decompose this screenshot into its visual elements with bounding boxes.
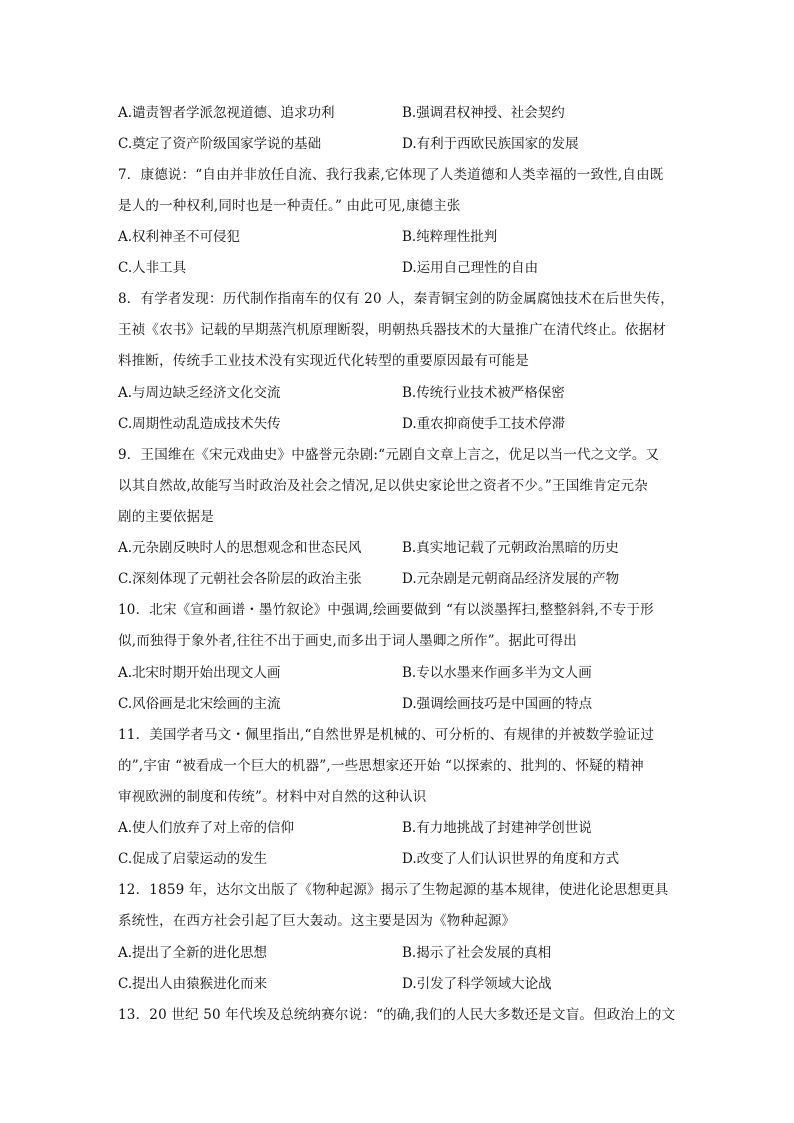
q9-stem-line-2: 以其自然故,故能写当时政治及社会之情况,足以供史家论世之资者不少。”王国维肯定元杂 bbox=[118, 478, 648, 494]
q8-option-c: C.周期性动乱造成技术失传 bbox=[118, 416, 281, 432]
q10-option-d: D.强调绘画技巧是中国画的特点 bbox=[402, 696, 593, 712]
q9-option-a: A.元杂剧反映时人的思想观念和世态民风 bbox=[118, 540, 362, 556]
q12-stem-line-1: 12．1859 年，达尔文出版了《物种起源》揭示了生物起源的基本规律，使进化论思想更具 bbox=[118, 882, 669, 898]
q11-option-a: A.使人们放弃了对上帝的信仰 bbox=[118, 820, 295, 836]
q7-option-b: B.纯粹理性批判 bbox=[402, 229, 498, 245]
q9-option-b: B.真实地记载了元朝政治黑暗的历史 bbox=[402, 540, 619, 556]
q9-option-c: C.深刻体现了元朝社会各阶层的政治主张 bbox=[118, 571, 362, 587]
q8-option-b: B.传统行业技术被严格保密 bbox=[402, 385, 565, 401]
q8-stem-line-1: 8．有学者发现：历代制作指南车的仅有 20 人，秦青铜宝剑的防金属腐蚀技术在后世失传， bbox=[118, 291, 674, 307]
q6-option-d: D.有利于西欧民族国家的发展 bbox=[402, 136, 579, 152]
q6-option-b: B.强调君权神授、社会契约 bbox=[402, 105, 565, 121]
q12-option-c: C.提出人由猿猴进化而来 bbox=[118, 976, 268, 992]
q7-option-a: A.权利神圣不可侵犯 bbox=[118, 229, 241, 245]
q6-option-a: A.谴责智者学派忽视道德、追求功利 bbox=[118, 105, 335, 121]
q9-option-d: D.元杂剧是元朝商品经济发展的产物 bbox=[402, 571, 620, 587]
q12-stem-line-2: 系统性，在西方社会引起了巨大轰动。这主要是因为《物种起源》 bbox=[118, 913, 516, 929]
q13-stem-line-1: 13．20 世纪 50 年代埃及总统纳赛尔说：“的确,我们的人民大多数还是文盲。但政治上的文 bbox=[118, 1007, 676, 1023]
q7-option-c: C.人非工具 bbox=[118, 260, 187, 276]
q8-option-d: D.重农抑商使手工技术停滞 bbox=[402, 416, 566, 432]
q10-option-b: B.专以水墨来作画多半为文人画 bbox=[402, 665, 592, 681]
q9-stem-line-3: 剧的主要依据是 bbox=[118, 509, 214, 525]
q9-stem-line-1: 9．王国维在《宋元戏曲史》中盛誉元杂剧:“元剧自文章上言之，优足以当一代之文学。又 bbox=[118, 447, 660, 463]
q10-option-c: C.风俗画是北宋绘画的主流 bbox=[118, 696, 281, 712]
q12-option-a: A.提出了全新的进化思想 bbox=[118, 945, 268, 961]
q10-option-a: A.北宋时期开始出现文人画 bbox=[118, 665, 281, 681]
q8-stem-line-2: 王祯《农书》记载的早期蒸汽机原理断裂，明朝热兵器技术的大量推广在清代终止。依据材 bbox=[118, 322, 666, 338]
q12-option-d: D.引发了科学领域大论战 bbox=[402, 976, 552, 992]
q12-option-b: B.揭示了社会发展的真相 bbox=[402, 945, 552, 961]
q11-stem-line-2: 的”,宇宙 “被看成一个巨大的机器”,一些思想家还开始 “以探索的、批判的、怀疑的精神 bbox=[118, 758, 644, 774]
q11-stem-line-1: 11．美国学者马文・佩里指出,“自然世界是机械的、可分析的、有规律的并被数学验证过 bbox=[118, 727, 655, 743]
q6-option-c: C.奠定了资产阶级国家学说的基础 bbox=[118, 136, 322, 152]
q10-stem-line-2: 似,而独得于象外者,往往不出于画史,而多出于词人墨卿之所作”。据此可得出 bbox=[118, 633, 577, 649]
q11-option-d: D.改变了人们认识世界的角度和方式 bbox=[402, 851, 620, 867]
q11-option-c: C.促成了启蒙运动的发生 bbox=[118, 851, 268, 867]
q11-stem-line-3: 审视欧洲的制度和传统”。材料中对自然的这种认识 bbox=[118, 789, 427, 805]
q7-option-d: D.运用自己理性的自由 bbox=[402, 260, 539, 276]
q7-stem-line-1: 7．康德说：“自由并非放任自流、我行我素,它体现了人类道德和人类幸福的一致性,自由既 bbox=[118, 167, 664, 183]
q8-option-a: A.与周边缺乏经济文化交流 bbox=[118, 385, 281, 401]
q8-stem-line-3: 料推断，传统手工业技术没有实现近代化转型的重要原因最有可能是 bbox=[118, 353, 529, 369]
q10-stem-line-1: 10．北宋《宣和画谱・墨竹叙论》中强调,绘画要做到 “有以淡墨挥扫,整整斜斜,不专于形 bbox=[118, 602, 654, 618]
q11-option-b: B.有力地挑战了封建神学创世说 bbox=[402, 820, 592, 836]
q7-stem-line-2: 是人的一种权利,同时也是一种责任。” 由此可见,康德主张 bbox=[118, 198, 461, 214]
